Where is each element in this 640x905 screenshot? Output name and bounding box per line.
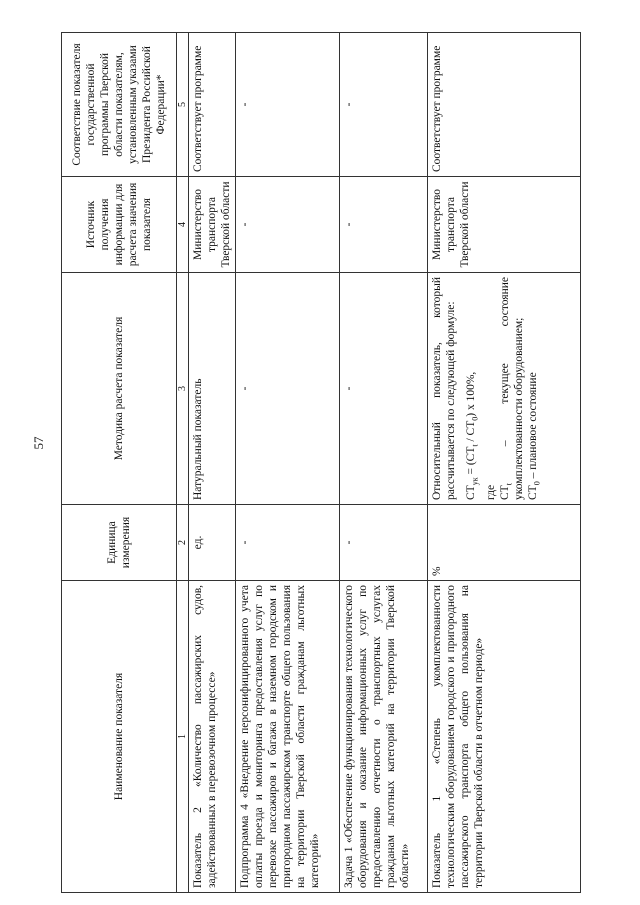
indicator-name: Показатель 1 «Степень укомплектованности технологическим оборудованием городского и пригородного пассажирского транспорта общего пользования на территории Тверской области в отчетном периоде» <box>428 581 581 893</box>
indicator-method: - <box>236 273 340 505</box>
column-number: 1 <box>177 581 189 893</box>
table-row <box>428 33 581 893</box>
header-unit: Единица измерения <box>62 505 177 581</box>
indicator-compliance: Соответствует программе <box>189 33 236 177</box>
indicator-compliance: - <box>340 33 428 177</box>
table-row <box>236 33 340 893</box>
indicator-compliance: Соответствует программе <box>428 33 581 177</box>
page-number: 57 <box>31 436 46 450</box>
indicator-unit: - <box>340 505 428 581</box>
table-header-row <box>62 33 177 893</box>
task-name: Задача 1 «Обеспечение функционирования технологического оборудования и оказание информационных услуг по предоставлению отчетности о транспортных услугах гражданам льготных категорий на территории Тверской области» <box>340 581 428 893</box>
indicator-compliance: - <box>236 33 340 177</box>
column-number: 4 <box>177 177 189 273</box>
method-definition-current: $СТ_t$ – текущее состояние укомплектованности оборудованием; <box>499 277 526 500</box>
subprogram-name: Подпрограмма 4 «Внедрение персонифицированного учета оплаты проезда и мониторинга предоставления услуг по перевозке пассажиров и багажа в наземном городском и пригородном пассажирском транспорте общего пользования на территории Тверской области гражданам льготных категорий» <box>236 581 340 893</box>
column-number-row <box>177 33 189 893</box>
table-row <box>340 33 428 893</box>
header-indicator-name: Наименование показателя <box>62 581 177 893</box>
indicator-method <box>428 273 581 505</box>
indicator-source: Министерство транспорта Тверской области <box>428 177 581 273</box>
column-number: 2 <box>177 505 189 581</box>
method-intro: Относительный показатель, который рассчитывается по следующей формуле: <box>431 277 458 500</box>
method-definition-planned: $СТ_0$ – плановое состояние <box>527 372 542 500</box>
method-where: где <box>485 484 498 500</box>
header-method: Методика расчета показателя <box>62 273 177 505</box>
method-formula: $СТ_{ук} = (СТ_t / СТ_0)$ х 100%, <box>465 371 480 500</box>
indicator-source: - <box>340 177 428 273</box>
table-row <box>189 33 236 893</box>
indicators-table <box>61 32 581 893</box>
header-source: Источник получения информации для расчета значения показателя <box>62 177 177 273</box>
column-number: 3 <box>177 273 189 505</box>
indicator-source: - <box>236 177 340 273</box>
indicator-source: Министерство транспорта Тверской области <box>189 177 236 273</box>
column-number: 5 <box>177 33 189 177</box>
indicator-unit: ед. <box>189 505 236 581</box>
rotated-table-container <box>61 33 581 893</box>
indicator-method: Натуральный показатель <box>189 273 236 505</box>
indicator-method: - <box>340 273 428 505</box>
indicator-unit: % <box>428 505 581 581</box>
indicator-unit: - <box>236 505 340 581</box>
indicator-name: Показатель 2 «Количество пассажирских судов, задействованных в перевозочном процессе» <box>189 581 236 893</box>
header-compliance: Соответствие показателя государственной программы Тверской области показателям, установленным указами Президента Российской Федерации* <box>62 33 177 177</box>
